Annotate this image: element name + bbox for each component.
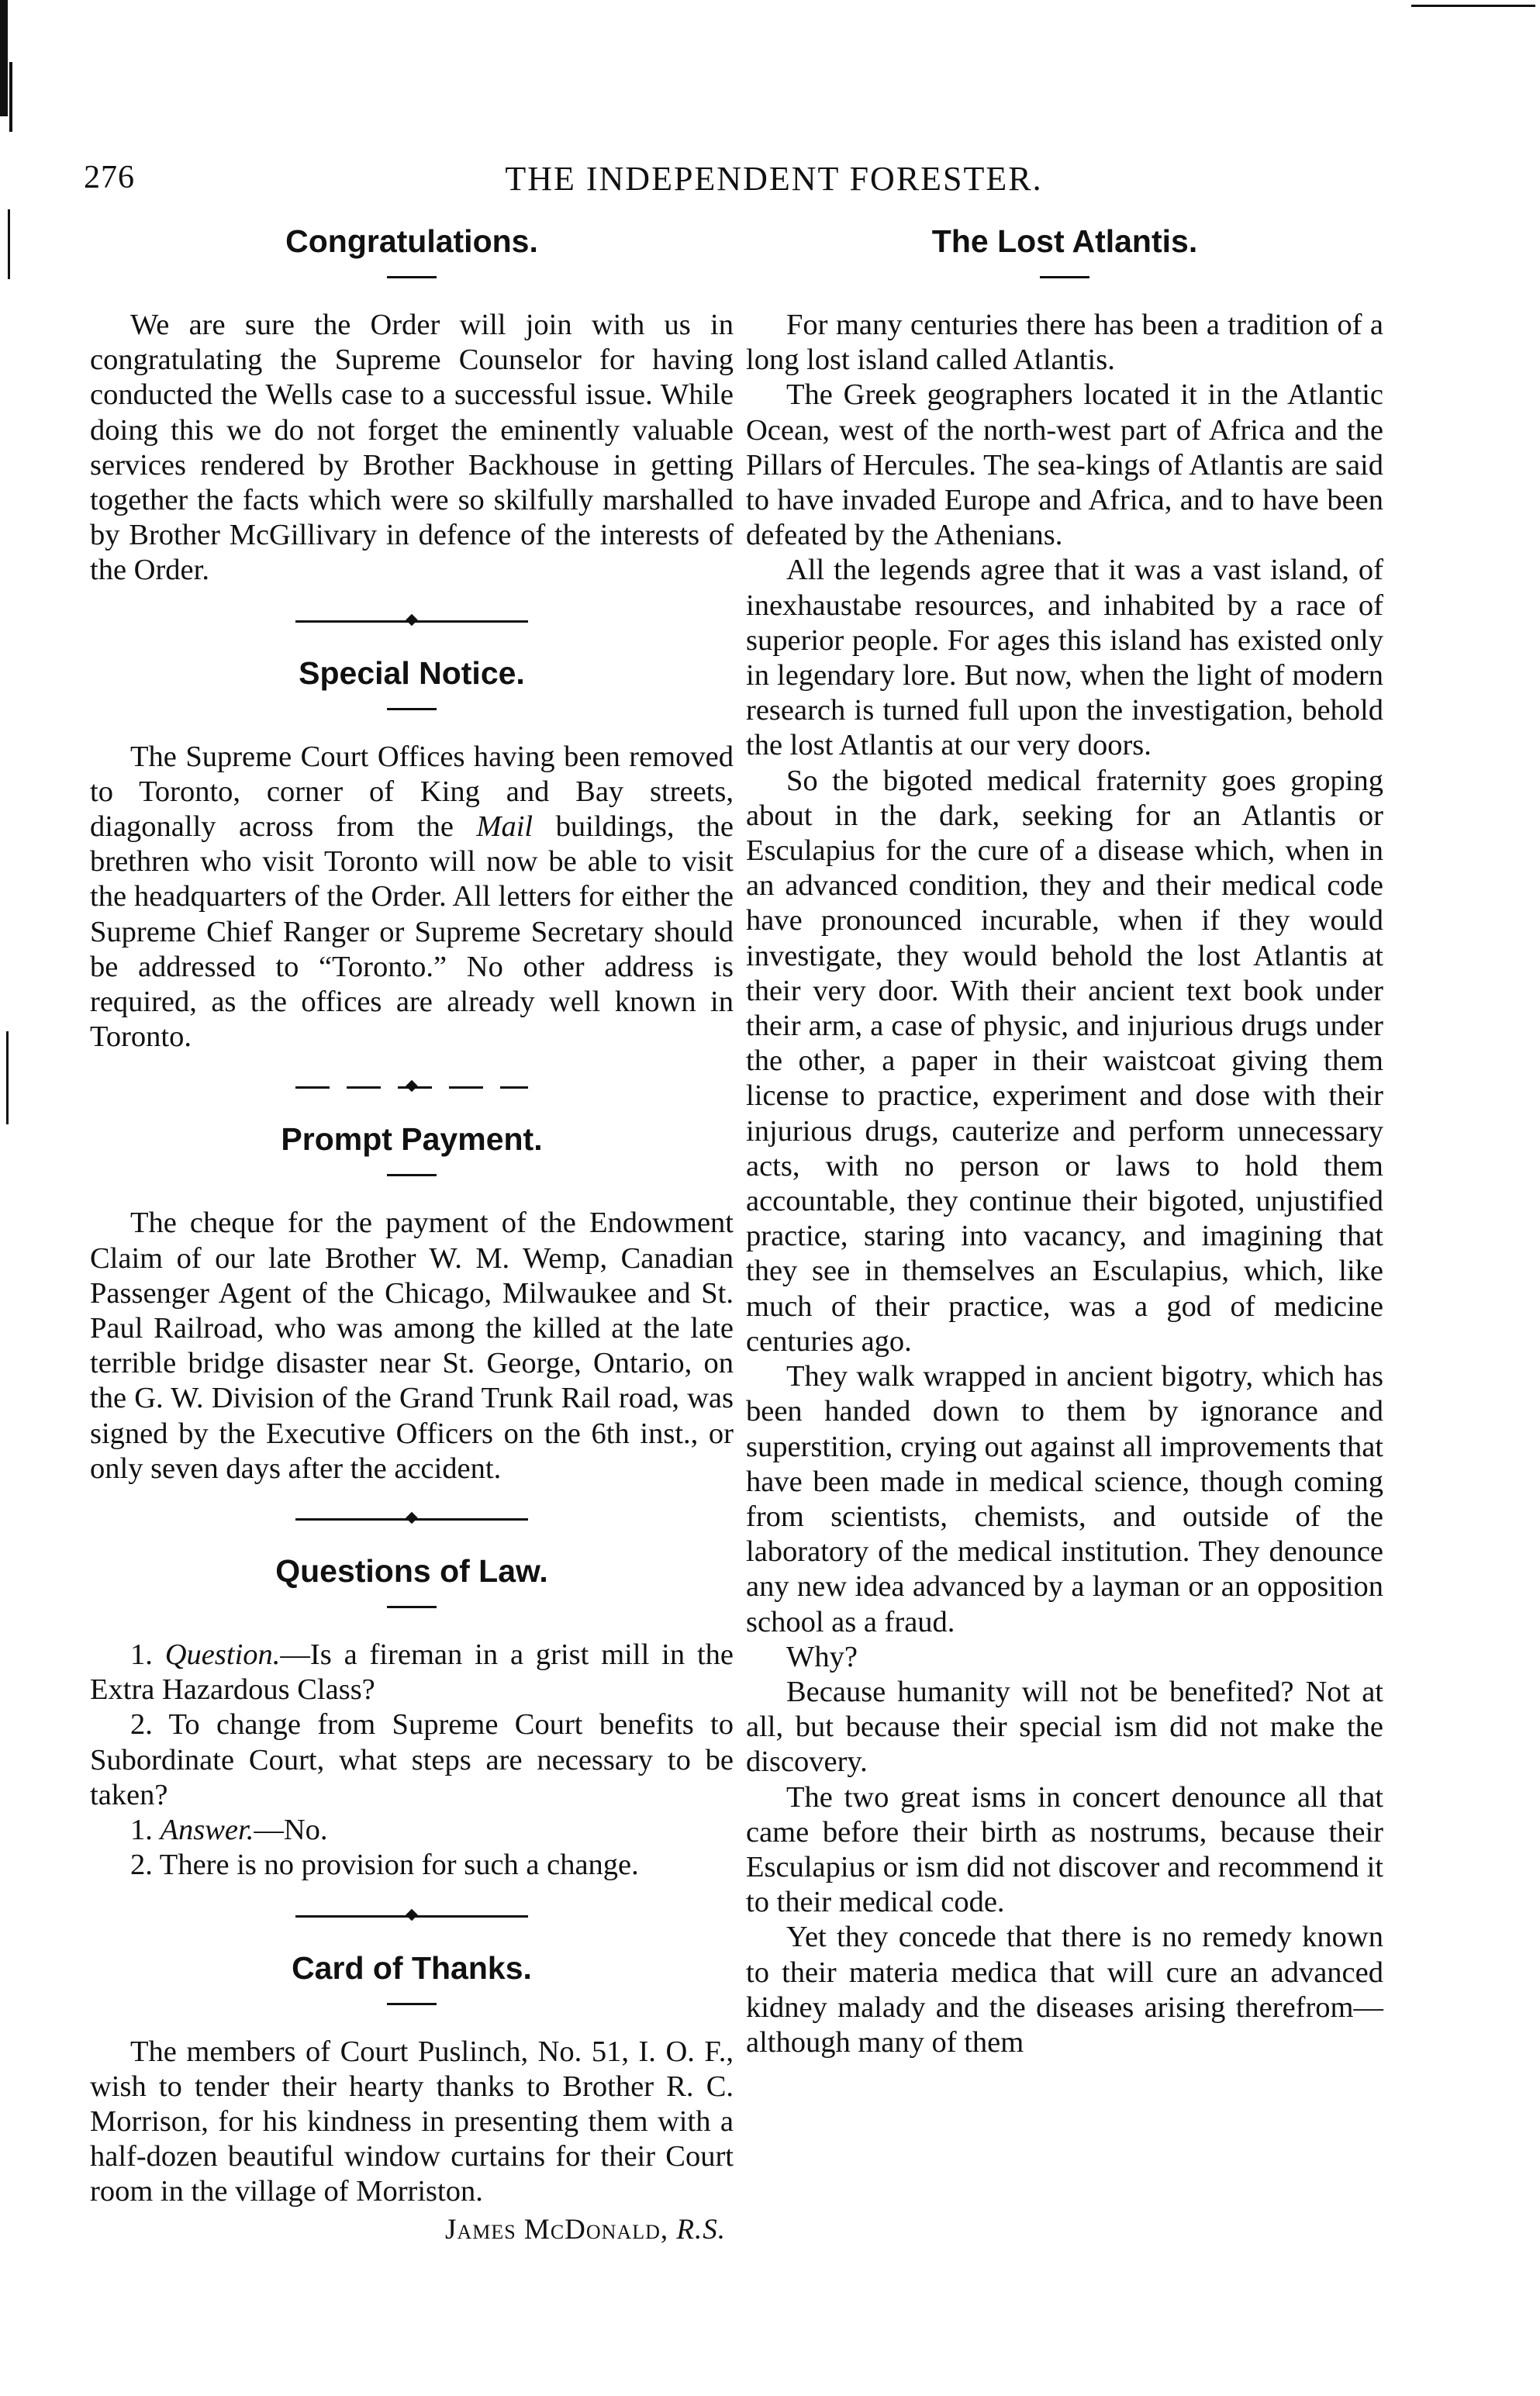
heading-rule <box>387 1606 437 1608</box>
right-column <box>746 217 1383 2060</box>
card-of-thanks-heading: Card of Thanks. <box>292 1949 532 1986</box>
special-notice-article <box>90 649 734 1055</box>
questions-of-law-article <box>90 1547 734 1883</box>
section-divider-ornament <box>295 1914 528 1918</box>
atlantis-paragraph: For many centuries there has been a tradition of a long lost island called Atlantis. <box>746 309 1383 377</box>
signature-title: R.S. <box>676 2213 726 2246</box>
answer-label: Answer. <box>160 1814 254 1847</box>
answer-1-number: 1. <box>130 1814 161 1847</box>
special-notice-body <box>90 740 734 1055</box>
page-number: 276 <box>84 160 135 195</box>
section-divider-ornament <box>295 1086 528 1089</box>
left-column <box>90 217 734 2246</box>
congratulations-heading: Congratulations. <box>285 223 538 259</box>
special-notice-text-1: The Supreme Court Offices having been removed to Toronto, corner of King and Bay streets, diagonally across from the <box>90 740 734 844</box>
heading-rule <box>1040 276 1089 278</box>
lost-atlantis-article <box>746 217 1383 2060</box>
question-1 <box>90 1638 734 1707</box>
answer-1 <box>90 1813 734 1848</box>
congratulations-body: We are sure the Order will join with us in congratulating the Supreme Counselor for having conducted the Wells case to a successful issue. While doing this we do not forget the eminently valuable services rendered by Brother Backhouse in getting together the facts which were so skilfully marshalled by Brother McGillivary in defence of the interests of the Order. <box>90 309 734 587</box>
scan-edge-mark <box>1411 5 1535 7</box>
heading-rule <box>387 2003 437 2005</box>
question-2: 2. To change from Supreme Court benefits to Subordinate Court, what steps are necessary to be taken? <box>90 1708 734 1811</box>
question-label: Question. <box>164 1638 281 1672</box>
prompt-payment-article <box>90 1115 734 1486</box>
question-1-text: —Is a fireman in a grist mill in the Extra Hazardous Class? <box>90 1638 734 1707</box>
signature <box>90 2213 734 2246</box>
atlantis-paragraph: They walk wrapped in ancient bigotry, which has been handed down to them by ignorance and superstition, crying out against all improvements that have been made in medical science, though coming from scientists, chemists, and outside of the laboratory of the medical institution. They denounce any new idea advanced by a layman or an opposition school as a fraud. <box>746 1360 1383 1638</box>
card-of-thanks-article <box>90 1944 734 2246</box>
card-of-thanks-body: The members of Court Puslinch, No. 51, I. O. F., wish to tender their hearty thanks to Brother R. C. Morrison, for his kindness in presenting them with a half-dozen beautiful window curtains for their Court room in the village of Morriston. <box>90 2035 734 2208</box>
atlantis-paragraph: Because humanity will not be benefited? Not at all, but because their special ism did not make the discovery. <box>746 1675 1383 1779</box>
questions-of-law-heading: Questions of Law. <box>275 1553 548 1590</box>
atlantis-paragraph: So the bigoted medical fraternity goes groping about in the dark, seeking for an Atlantis or Esculapius for the cure of a disease which, when in an advanced condition, they and their medical code have pronounced incurable, when if they would investigate, they would behold the lost Atlantis at their very door. With their ancient text book under their arm, a case of physic, and injurious drugs under the other, a paper in their waistcoat giving them license to practice, experiment and dose with their injurious drugs, cauterize and perform unnecessary acts, with no person or laws to hold them accountable, they continue their bigoted, unjustified practice, staring into vacancy, and imagining that they see in themselves an Esculapius, which, like much of their practice, was a god of medicine centuries ago. <box>746 764 1383 1358</box>
mail-newspaper-name: Mail <box>476 810 533 844</box>
scan-edge-mark <box>9 62 12 132</box>
answer-2: 2. There is no provision for such a change. <box>130 1849 639 1882</box>
special-notice-text-2: buildings, the brethren who visit Toronto will now be able to visit the headquarters of the Order. All letters for either the Supreme Chief Ranger or Supreme Secretary should be addressed to “Toronto.” No other address is required, as the offices are already well known in Toronto. <box>90 810 734 1054</box>
signature-name: James McDonald, <box>445 2213 677 2246</box>
lost-atlantis-heading: The Lost Atlantis. <box>931 223 1198 259</box>
heading-rule <box>387 708 437 710</box>
heading-rule <box>387 1174 437 1176</box>
answer-1-text: —No. <box>254 1814 328 1847</box>
page-header <box>84 159 1464 205</box>
prompt-payment-body: The cheque for the payment of the Endowment Claim of our late Brother W. M. Wemp, Canadian Passenger Agent of the Chicago, Milwaukee and St. Paul Railroad, who was among the killed at the late terrible bridge disaster near St. George, Ontario, on the G. W. Division of the Grand Trunk Rail road, was signed by the Executive Officers on the 6th inst., or only seven days after the accident. <box>90 1207 734 1485</box>
atlantis-paragraph: Why? <box>786 1640 858 1673</box>
special-notice-heading: Special Notice. <box>299 654 525 691</box>
congratulations-article <box>90 217 734 589</box>
atlantis-paragraph: All the legends agree that it was a vast island, of inexhaustabe resources, and inhabited by a race of superior people. For ages this island has existed only in legendary lore. But now, when the light of modern research is turned full upon the investigation, behold the lost Atlantis at our very doors. <box>746 554 1383 762</box>
question-1-number: 1. <box>130 1638 165 1672</box>
prompt-payment-heading: Prompt Payment. <box>281 1121 543 1158</box>
section-divider-ornament <box>295 620 528 623</box>
atlantis-paragraph: The two great isms in concert denounce all that came before their birth as nostrums, because their Esculapius or ism did not discover and recommend it to their medical code. <box>746 1780 1383 1919</box>
atlantis-paragraph: The Greek geographers located it in the Atlantic Ocean, west of the north-west part of Africa and the Pillars of Hercules. The sea-kings of Atlantis are said to have invaded Europe and Africa, and to have been defeated by the Athenians. <box>746 378 1383 552</box>
running-title: THE INDEPENDENT FORESTER. <box>505 160 1043 198</box>
scan-edge-mark <box>0 0 8 116</box>
section-divider-ornament <box>295 1517 528 1521</box>
scan-edge-mark <box>8 209 10 279</box>
scan-edge-mark <box>6 1031 9 1124</box>
atlantis-paragraph: Yet they concede that there is no remedy known to their materia medica that will cure an advanced kidney malady and the diseases arising therefrom—although many of them <box>746 1921 1383 2059</box>
heading-rule <box>387 276 437 278</box>
